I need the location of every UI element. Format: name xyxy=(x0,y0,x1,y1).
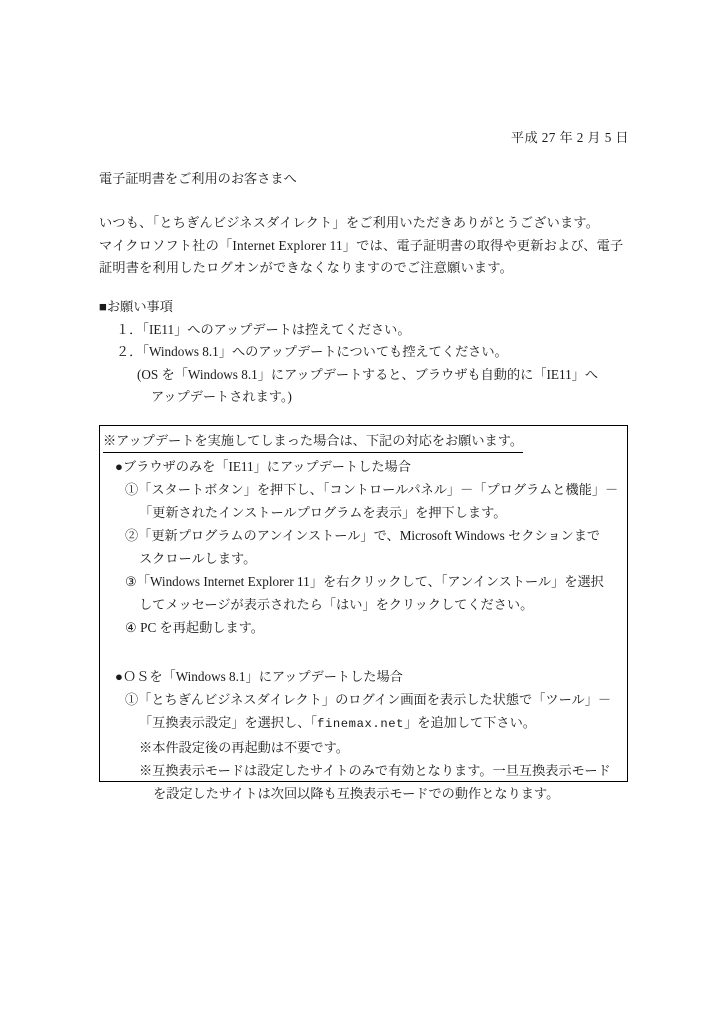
notice-section2-step1-line2 xyxy=(103,711,621,736)
domain-value: finemax.net xyxy=(317,717,405,731)
intro-paragraph xyxy=(99,212,633,280)
request-subnote-line-2: アップデートされます。) xyxy=(151,389,292,404)
notice-box xyxy=(99,425,628,801)
salutation: 電子証明書をご利用のお客さまへ xyxy=(99,171,297,186)
notice-section1-step1-line2: 「更新されたインストールプログラムを表示」を押下します。 xyxy=(139,505,507,520)
notice-box-title-wrap xyxy=(103,430,621,455)
notice-section2-note-1: ※本件設定後の再起動は不要です。 xyxy=(139,740,349,755)
notice-section1-bullet: ●ブラウザのみを「IE11」にアップデートした場合 xyxy=(115,459,411,474)
request-subnote-line-1: (OS を「Windows 8.1」にアップデートすると、ブラウザも自動的に「IE11」へ xyxy=(137,366,599,382)
document-date: 平成 27 年 2 月 5 日 xyxy=(510,130,629,145)
notice-section2-step1-line1: ①「とちぎんビジネスダイレクト」のログイン画面を表示した状態で「ツール」－ xyxy=(125,692,612,707)
notice-section1-step4: ④ PC を再起動します。 xyxy=(125,620,264,635)
request-item-2: ２．「Windows 8.1」へのアップデートについても控えてください。 xyxy=(116,344,508,359)
notice-section2-note-2-line1: ※互換表示モードは設定したサイトのみで有効となります。一旦互換表示モード xyxy=(139,763,611,778)
intro-line-3: 証明書を利用したログオンができなくなりますのでご注意願います。 xyxy=(99,260,513,275)
notice-section1-step2-line2: スクロールします。 xyxy=(139,551,257,566)
notice-section2-bullet: ●ＯＳを「Windows 8.1」にアップデートした場合 xyxy=(115,669,403,684)
notice-section-divider-space xyxy=(103,639,621,665)
notice-section2-note-2-line2: を設定したサイトは次回以降も互換表示モードでの動作となります。 xyxy=(153,786,560,801)
notice-section1-step3-line2: してメッセージが表示されたら「はい」をクリックしてください。 xyxy=(139,597,534,612)
request-heading: ■お願い事項 xyxy=(99,299,173,314)
intro-line-2: マイクロソフト社の「Internet Explorer 11」では、電子証明書の取得や更新および、電子 xyxy=(99,237,624,253)
notice-section1-step3-line1: ③「Windows Internet Explorer 11」を右クリックして、「アンインストール」を選択 xyxy=(125,574,604,589)
compat-setting-suffix: 」を追加して下さい。 xyxy=(404,715,536,730)
compat-setting-prefix: 「互換表示設定」を選択し、「 xyxy=(139,715,318,730)
notice-section1-step2-line1: ②「更新プログラムのアンインストール」で、Microsoft Windows セクションまで xyxy=(125,528,601,543)
intro-line-1: いつも、「とちぎんビジネスダイレクト」をご利用いただきありがとうございます。 xyxy=(99,215,600,230)
request-item-1: １．「IE11」へのアップデートは控えてください。 xyxy=(116,321,411,337)
notice-box-title: ※アップデートを実施してしまった場合は、下記の対応をお願います。 xyxy=(103,430,523,453)
request-section xyxy=(99,296,633,409)
notice-section1-step1-line1: ①「スタートボタン」を押下し、「コントロールパネル」－「プログラムと機能」－ xyxy=(125,482,619,497)
